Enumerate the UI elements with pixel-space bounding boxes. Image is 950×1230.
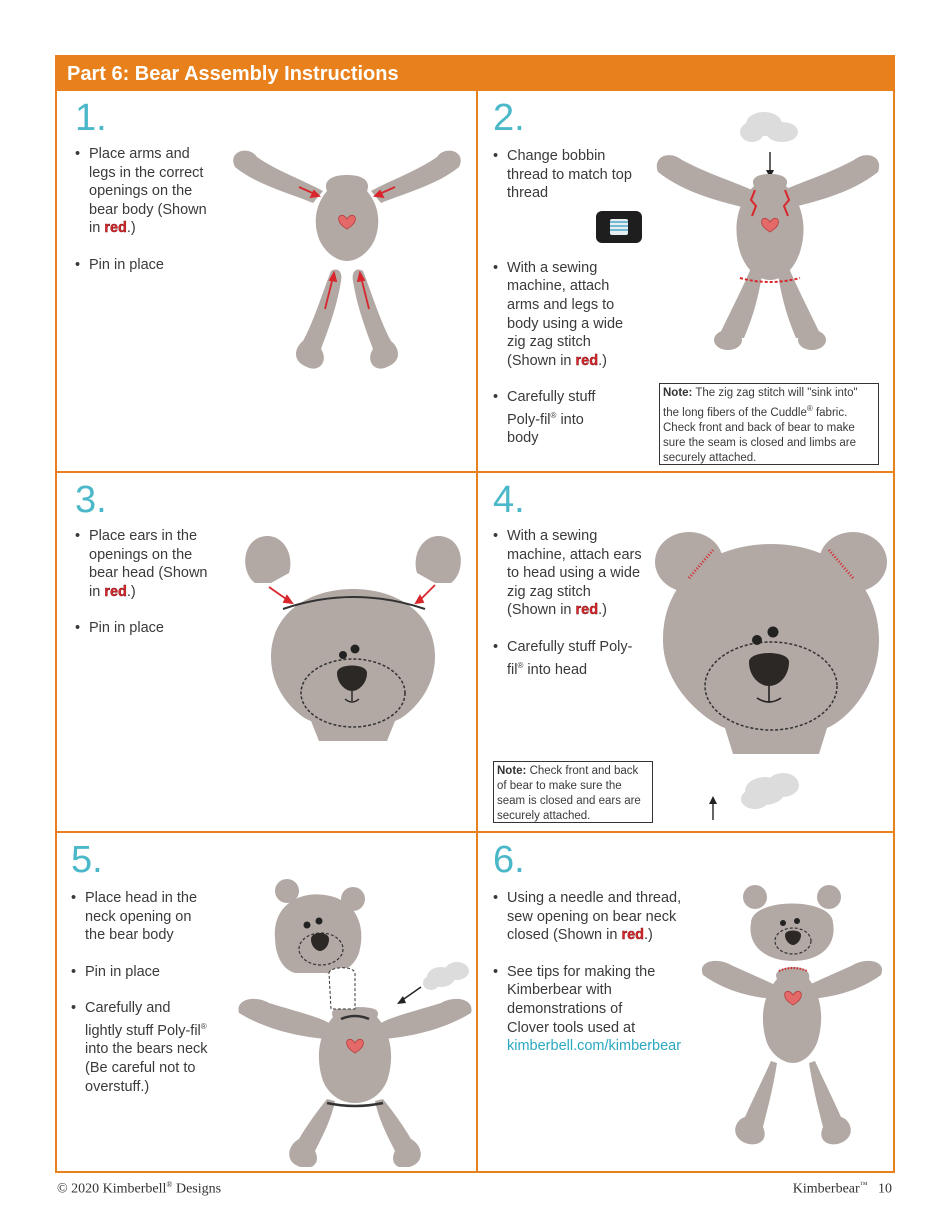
column-divider [476, 91, 478, 1173]
list-item: • Place arms and legs in the correct openings on the bear body (Shown in red.) [75, 145, 215, 238]
list-item: • Using a needle and thread, sew opening on bear neck closed (Shown in red.) [493, 889, 693, 945]
page-footer-brand: Kimberbear™ 10 [792, 1180, 892, 1197]
bobbin-icon [596, 211, 642, 243]
step-5-number: 5. [71, 839, 103, 881]
step-5-list [71, 889, 211, 1114]
step-4-number: 4. [493, 479, 525, 521]
bear-head-neck-illustration [235, 877, 475, 1167]
list-item: • With a sewing machine, attach arms and legs to body using a wide zig zag stitch (Shown in red.) [493, 259, 643, 371]
step-2-number: 2. [493, 97, 525, 139]
bear-body-limbs-illustration [227, 147, 467, 372]
step-2-list [493, 147, 643, 466]
step-6-number: 6. [493, 839, 525, 881]
step-6-list [493, 889, 693, 1074]
list-item: • Pin in place [75, 619, 215, 638]
page-number: 10 [878, 1181, 892, 1197]
bear-finished-illustration [697, 883, 887, 1168]
row-divider [57, 831, 893, 833]
row-divider [57, 471, 893, 473]
list-item: • Pin in place [75, 256, 215, 275]
poly-fil-cloud-icon [737, 767, 807, 817]
list-item: • Carefully and lightly stuff Poly-fil® into the bears neck (Be careful not to overstuff.) [71, 999, 211, 1096]
note-ears: Note: Check front and back of bear to make sure the seam is closed and ears are securely attached. [493, 761, 653, 823]
list-item: • With a sewing machine, attach ears to head using a wide zig zag stitch (Shown in red.) [493, 527, 643, 620]
poly-fil-cloud-icon [740, 112, 798, 142]
step-4-list [493, 527, 643, 697]
list-item: • Change bobbin thread to match top thread [493, 147, 643, 203]
bear-body-stitched-illustration [652, 102, 884, 352]
step-1-list [75, 145, 215, 293]
kimberbear-link[interactable]: kimberbell.com/kimberbear [507, 1038, 682, 1055]
note-limbs: Note: The zig zag stitch will "sink into" the long fibers of the Cuddle® fabric. Check front and back of bear to make sure the seam is closed and limbs are securely attached. [659, 383, 879, 465]
step-1-number: 1. [75, 97, 107, 139]
instructions-frame [55, 55, 895, 1173]
list-item: • Place ears in the openings on the bear head (Shown in red.) [75, 527, 215, 601]
page-title: Part 6: Bear Assembly Instructions [57, 57, 893, 91]
bear-head-ears-illustration [235, 533, 475, 753]
copyright: © 2020 Kimberbell® Designs [57, 1180, 222, 1197]
list-item: • Carefully stuff Poly-fil® into head [493, 638, 643, 679]
list-item: • See tips for making the Kimberbear with demonstrations of Clover tools used at kimberbell.com/kimberbear [493, 963, 657, 1056]
step-3-number: 3. [75, 479, 107, 521]
list-item: • Carefully stuff Poly-fil® into body [493, 388, 607, 448]
poly-fil-cloud-icon [423, 962, 469, 990]
list-item: • Place head in the neck opening on the bear body [71, 889, 211, 945]
list-item: • Pin in place [71, 963, 211, 982]
step-3-list [75, 527, 215, 656]
